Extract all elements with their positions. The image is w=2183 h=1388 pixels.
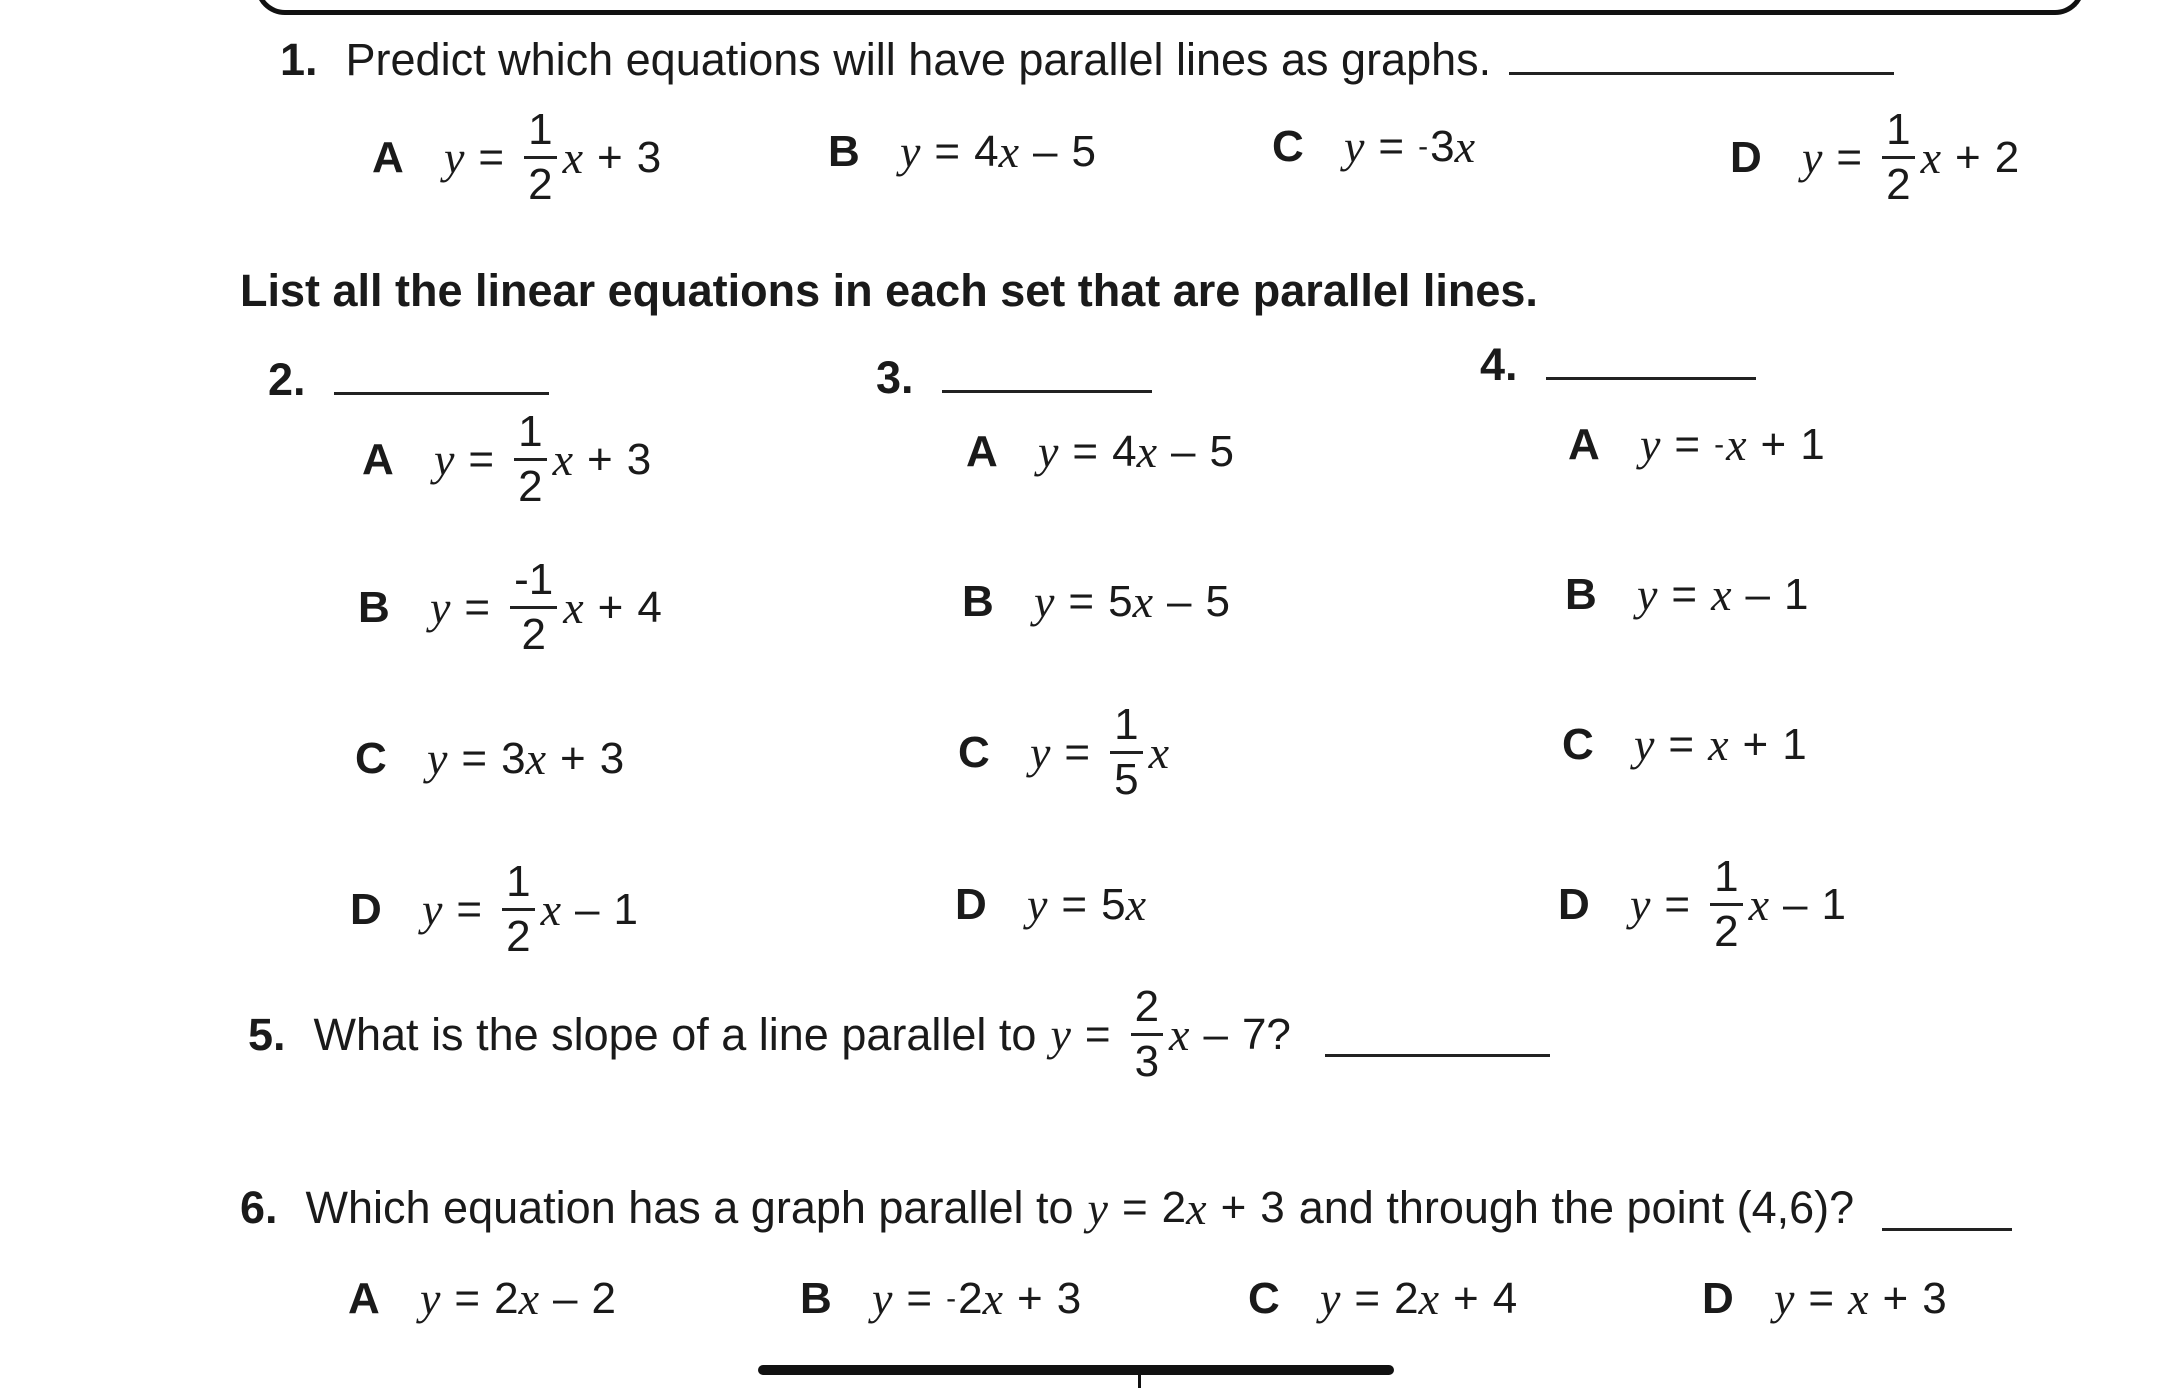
lhs-variable: y: [422, 884, 443, 935]
answer-option-a[interactable]: [372, 105, 662, 209]
question-4: [1480, 335, 1756, 393]
option-letter: D: [1702, 1273, 1734, 1323]
equation: [422, 857, 638, 961]
lhs-variable: y: [1320, 1273, 1341, 1324]
negative-sign: -: [1418, 129, 1429, 163]
x-variable: x: [540, 884, 562, 935]
option-letter: A: [348, 1273, 380, 1323]
lhs-variable: y: [1034, 576, 1055, 627]
question-number: 1.: [280, 34, 318, 85]
option-letter: B: [1565, 569, 1597, 619]
option-letter: C: [958, 727, 990, 777]
constant: 5: [1205, 576, 1230, 626]
constant: 5: [1209, 426, 1234, 476]
lhs-variable: y: [1630, 879, 1651, 930]
answer-option-a[interactable]: [966, 425, 1234, 478]
equation: y = 2 x + 3: [1087, 1182, 1285, 1234]
denominator: 2: [528, 160, 553, 209]
coefficient: 5: [1101, 879, 1126, 929]
equals-sign: =: [1836, 132, 1863, 182]
operator: –: [1745, 569, 1771, 619]
operator: –: [575, 884, 600, 934]
numerator: -1: [510, 558, 557, 609]
equation: y = $\frac{2}{3}$ x – 7?: [1050, 982, 1291, 1086]
option-letter: D: [955, 879, 987, 929]
x-variable: x: [1711, 569, 1732, 620]
x-variable: x: [1848, 1273, 1869, 1324]
equals-sign: =: [478, 132, 505, 182]
x-variable: x: [1418, 1273, 1440, 1324]
question-text-continued: and through the point (4,6)?: [1298, 1182, 1855, 1233]
question-text: Which equation has a graph parallel to: [305, 1182, 1074, 1233]
coefficient: 2: [958, 1273, 983, 1323]
question-text: What is the slope of a line parallel to: [313, 1008, 1037, 1060]
equals-sign: =: [1668, 719, 1695, 769]
answer-blank[interactable]: [1882, 1186, 2012, 1231]
equation: [1038, 425, 1234, 478]
numerator: 1: [1710, 855, 1742, 906]
equals-sign: =: [934, 126, 961, 176]
operator: +: [597, 582, 624, 632]
denominator: 2: [1714, 907, 1739, 956]
equals-sign: =: [1664, 879, 1691, 929]
equals-sign: =: [454, 1273, 481, 1323]
x-variable: x: [998, 126, 1020, 177]
constant: 3: [599, 733, 625, 783]
answer-option-c[interactable]: [355, 732, 624, 785]
lhs-variable: y: [444, 132, 465, 183]
numerator: 1: [1882, 108, 1914, 159]
fraction: [1110, 700, 1142, 804]
constant: 3: [1056, 1273, 1082, 1323]
fraction: [524, 105, 556, 209]
option-letter: A: [362, 434, 394, 484]
equals-sign: =: [464, 582, 491, 632]
negative-sign: -: [1714, 427, 1725, 461]
answer-option-a[interactable]: [348, 1272, 616, 1325]
constant: 2: [591, 1273, 616, 1323]
numerator: 1: [524, 108, 556, 159]
constant: 1: [1800, 419, 1825, 469]
fraction: [514, 407, 546, 511]
option-letter: C: [1562, 719, 1594, 769]
equation: [1344, 120, 1475, 173]
option-letter: B: [800, 1273, 832, 1323]
lhs-variable: y: [1637, 569, 1658, 620]
answer-option-d[interactable]: [1558, 852, 1846, 956]
x-variable: x: [1454, 121, 1476, 172]
option-letter: A: [1568, 419, 1600, 469]
lhs-variable: y: [1038, 426, 1059, 477]
operator: –: [553, 1273, 578, 1323]
operator: –: [1167, 576, 1192, 626]
constant: 4: [637, 582, 662, 632]
equation: [1030, 700, 1170, 804]
equals-sign: =: [1354, 1273, 1381, 1323]
coefficient: 2: [494, 1273, 519, 1323]
x-variable: x: [562, 132, 584, 183]
coefficient: 3: [1430, 121, 1455, 171]
constant: 3: [1922, 1273, 1947, 1323]
fraction: [1882, 105, 1914, 209]
equals-sign: =: [1068, 576, 1095, 626]
answer-option-a[interactable]: [362, 407, 652, 511]
denominator: 2: [521, 610, 546, 659]
option-letter: D: [350, 884, 382, 934]
option-letter: A: [372, 132, 404, 182]
lhs-variable: y: [434, 434, 455, 485]
top-frame-border: [255, 0, 2085, 15]
answer-option-d[interactable]: [350, 857, 638, 961]
x-variable: x: [1148, 727, 1170, 778]
equation: [1634, 718, 1807, 771]
instruction-heading: List all the linear equations in each set that are parallel lines.: [240, 265, 1538, 316]
answer-option-d[interactable]: [955, 878, 1146, 931]
bottom-divider-bar: [758, 1365, 1394, 1375]
operator: –: [1783, 879, 1808, 929]
answer-option-b[interactable]: [800, 1272, 1081, 1325]
operator: +: [1760, 419, 1787, 469]
denominator: 2: [1886, 160, 1911, 209]
equation: [1027, 878, 1146, 931]
fraction: [502, 857, 534, 961]
x-variable: x: [982, 1273, 1004, 1324]
lhs-variable: y: [1030, 727, 1051, 778]
lhs-variable: y: [1344, 121, 1365, 172]
operator: +: [1017, 1273, 1043, 1323]
lhs-variable: y: [1027, 879, 1048, 930]
constant: 2: [1994, 132, 2020, 182]
constant: 1: [1782, 719, 1807, 769]
operator: +: [560, 733, 586, 783]
option-letter: C: [1272, 121, 1304, 171]
constant: 3: [626, 434, 652, 484]
denominator: 5: [1114, 755, 1139, 804]
equals-sign: =: [1072, 426, 1099, 476]
operator: +: [1453, 1273, 1479, 1323]
equation: [1034, 575, 1230, 628]
equals-sign: =: [1378, 121, 1405, 171]
equation: [1774, 1272, 1947, 1325]
denominator: 2: [506, 912, 531, 961]
x-variable: x: [1132, 576, 1154, 627]
answer-blank[interactable]: [1546, 335, 1756, 380]
negative-sign: -: [946, 1281, 957, 1315]
answer-option-b[interactable]: [1565, 568, 1809, 621]
equals-sign: =: [1671, 569, 1698, 619]
answer-option-b[interactable]: [962, 575, 1230, 628]
x-variable: x: [1748, 879, 1770, 930]
coefficient: 4: [1112, 426, 1137, 476]
operator: +: [597, 132, 623, 182]
option-letter: C: [1248, 1273, 1280, 1323]
lhs-variable: y: [420, 1273, 441, 1324]
option-letter: B: [962, 576, 994, 626]
lhs-variable: y: [900, 126, 921, 177]
equation: [427, 732, 624, 785]
option-letter: B: [358, 582, 390, 632]
constant: 1: [613, 884, 638, 934]
equals-sign: =: [468, 434, 495, 484]
option-letter: C: [355, 733, 387, 783]
question-5: [248, 982, 1550, 1086]
x-variable: x: [563, 582, 584, 633]
question-3: [876, 348, 1152, 406]
answer-option-b[interactable]: [828, 125, 1096, 178]
lhs-variable: y: [1640, 419, 1661, 470]
answer-blank[interactable]: [334, 350, 549, 395]
option-letter: A: [966, 426, 998, 476]
equation: [430, 555, 662, 659]
answer-blank[interactable]: [1325, 1012, 1550, 1057]
lhs-variable: y: [1634, 719, 1655, 770]
fraction: $\frac{2}{3}$: [1131, 985, 1163, 1084]
lhs-variable: y: [1774, 1273, 1795, 1324]
x-variable: x: [1136, 426, 1158, 477]
equals-sign: =: [456, 884, 483, 934]
equation: [1637, 568, 1809, 621]
operator: –: [1171, 426, 1196, 476]
constant: 3: [636, 132, 662, 182]
x-variable: x: [518, 1273, 540, 1324]
question-number: 4.: [1480, 339, 1518, 390]
x-variable: x: [1708, 719, 1729, 770]
question-text: Predict which equations will have parallel lines as graphs.: [345, 34, 1492, 85]
constant: 4: [1492, 1273, 1518, 1323]
equation: [1640, 418, 1825, 471]
equation: [872, 1272, 1081, 1325]
coefficient: 5: [1108, 576, 1133, 626]
equals-sign: =: [906, 1273, 933, 1323]
answer-option-c[interactable]: [1272, 120, 1475, 173]
fraction: [510, 555, 557, 659]
option-letter: D: [1730, 132, 1762, 182]
answer-option-b[interactable]: [358, 555, 662, 659]
equals-sign: =: [1808, 1273, 1835, 1323]
equation: [1320, 1272, 1517, 1325]
constant: 5: [1071, 126, 1096, 176]
answer-blank[interactable]: [1509, 30, 1894, 75]
question-number: 2.: [268, 354, 306, 405]
equals-sign: =: [1061, 879, 1088, 929]
question-1: [280, 30, 1894, 88]
equation: [420, 1272, 616, 1325]
x-variable: x: [1726, 419, 1747, 470]
lhs-variable: y: [430, 582, 451, 633]
numerator: 1: [502, 860, 534, 911]
answer-option-c[interactable]: [958, 700, 1170, 804]
question-2: [268, 350, 549, 408]
lhs-variable: y: [872, 1273, 893, 1324]
operator: +: [1742, 719, 1769, 769]
question-number: 3.: [876, 352, 914, 403]
option-letter: B: [828, 126, 860, 176]
option-letter: D: [1558, 879, 1590, 929]
operator: +: [1955, 132, 1981, 182]
answer-option-a[interactable]: [1568, 418, 1825, 471]
bottom-divider-tick: [1138, 1366, 1141, 1388]
operator: +: [1882, 1273, 1909, 1323]
equation: [1630, 852, 1846, 956]
answer-blank[interactable]: [942, 348, 1152, 393]
operator: +: [587, 434, 613, 484]
x-variable: x: [1920, 132, 1942, 183]
lhs-variable: y: [1802, 132, 1823, 183]
answer-option-d[interactable]: [1702, 1272, 1947, 1325]
coefficient: 3: [501, 733, 526, 783]
answer-option-d[interactable]: [1730, 105, 2020, 209]
equals-sign: =: [1064, 727, 1091, 777]
x-variable: x: [552, 434, 574, 485]
equation: [900, 125, 1096, 178]
question-number: 5.: [248, 1008, 286, 1060]
operator: –: [1033, 126, 1058, 176]
answer-option-c[interactable]: [1562, 718, 1807, 771]
coefficient: 4: [974, 126, 999, 176]
denominator: 2: [518, 462, 543, 511]
equation: [434, 407, 652, 511]
x-variable: x: [525, 733, 547, 784]
equation: [1802, 105, 2020, 209]
answer-option-c[interactable]: [1248, 1272, 1517, 1325]
coefficient: 2: [1394, 1273, 1419, 1323]
constant: 1: [1821, 879, 1846, 929]
equation: [444, 105, 662, 209]
equals-sign: =: [1674, 419, 1701, 469]
equals-sign: =: [461, 733, 488, 783]
question-number: 6.: [240, 1182, 278, 1233]
question-6: [240, 1180, 2012, 1236]
numerator: 1: [514, 410, 546, 461]
x-variable: x: [1125, 879, 1147, 930]
numerator: 1: [1110, 703, 1142, 754]
constant: 1: [1784, 569, 1809, 619]
fraction: [1710, 852, 1742, 956]
lhs-variable: y: [427, 733, 448, 784]
